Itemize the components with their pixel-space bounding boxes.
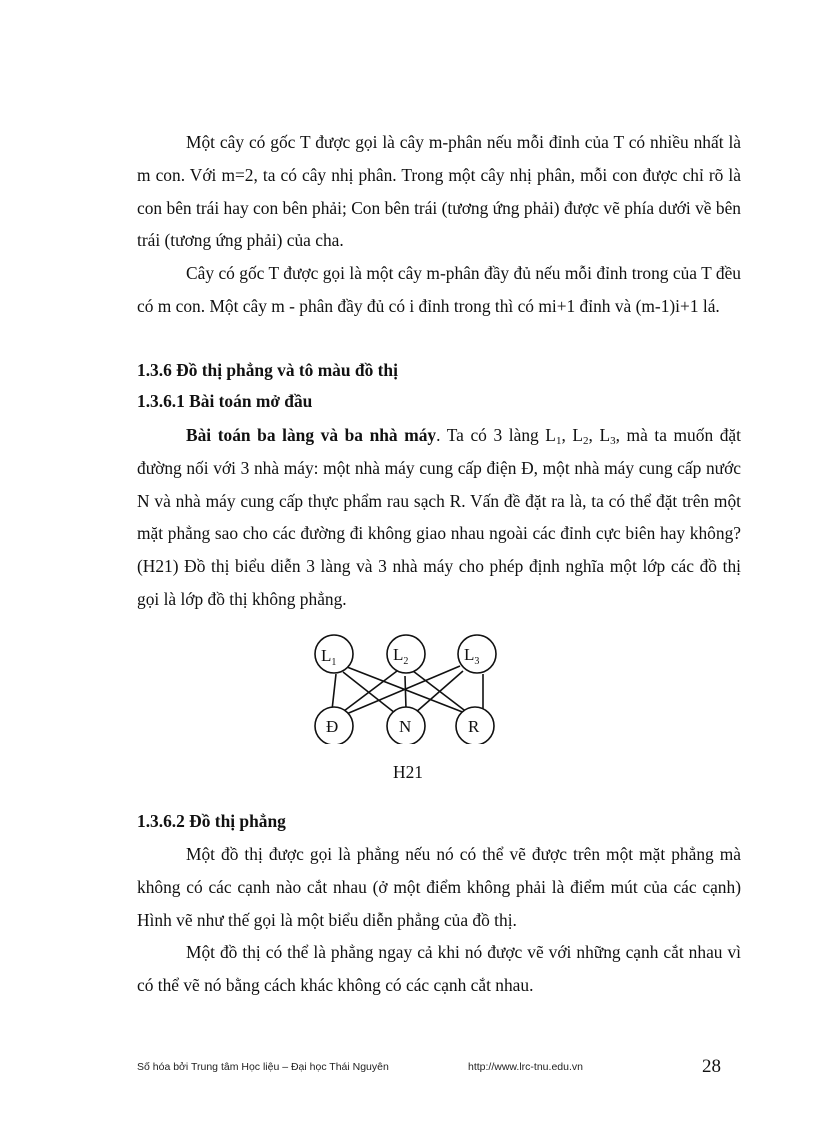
- footer-url: http://www.lrc-tnu.edu.vn: [468, 1061, 583, 1073]
- edge-l2-n: [405, 676, 406, 709]
- figure-caption: H21: [393, 762, 423, 782]
- footer-source: Số hóa bởi Trung tâm Học liệu – Đại học Thái Nguyên: [137, 1061, 389, 1073]
- edge-l1-d: [332, 674, 336, 710]
- paragraph-full-m-ary-tree: Cây có gốc T được gọi là một cây m-phân đầy đủ nếu mỗi đỉnh trong của T đều có m con. Một cây m - phân đầy đủ có i đỉnh trong thì có mi+1 đỉnh và (m-1)i+1 lá.: [137, 263, 741, 316]
- paragraph-three-utilities: Bài toán ba làng và ba nhà máy. Ta có 3 làng $L_1$, $L_2$, $L_3$, mà ta muốn đặt đường nối với 3 nhà máy: một nhà máy cung cấp điện Đ, một nhà máy cung cấp nước N và nhà máy cung cấp thực phẩm rau sạch R. Vấn đề đặt ra là, ta có thể đặt trên một mặt phẳng sao cho các đường đi không giao nhau ngoài các đỉnh cực biên hay không? (H21) Đồ thị biểu diễn 3 làng và 3 nhà máy cho phép định nghĩa một lớp các đồ thị gọi là lớp đồ thị không phẳng.: [137, 425, 741, 609]
- text-block-problem: [137, 419, 741, 616]
- heading-1-3-6-2: 1.3.6.2 Đồ thị phẳng: [137, 811, 286, 831]
- text-block-top: [137, 126, 741, 323]
- node-d-label: Đ: [326, 717, 339, 736]
- problem-title: Bài toán ba làng và ba nhà máy: [186, 425, 437, 445]
- heading-1-3-6: 1.3.6 Đồ thị phẳng và tô màu đồ thị: [137, 360, 398, 380]
- paragraph-planar-redraw: Một đồ thị có thể là phẳng ngay cả khi nó được vẽ với những cạnh cắt nhau vì có thể vẽ nó bằng cách khác không có các cạnh cắt nhau.: [137, 942, 741, 996]
- page-number: 28: [702, 1056, 721, 1077]
- text-block-planar: [137, 838, 741, 1002]
- k33-graph-diagram: [313, 634, 503, 744]
- node-l3-label: $L_3$: [464, 645, 480, 667]
- node-n-label: N: [399, 717, 412, 736]
- heading-1-3-6-1: 1.3.6.1 Bài toán mở đầu: [137, 391, 313, 411]
- paragraph-m-ary-tree: Một cây có gốc T được gọi là cây m-phân nếu mỗi đỉnh của T có nhiều nhất là m con. Với m=2, ta có cây nhị phân. Trong một cây nhị phân, mỗi con được chỉ rõ là con bên trái hay con bên phải; Con bên trái (tương ứng phải) được vẽ phía dưới về bên trái (tương ứng phải) của cha.: [137, 132, 741, 251]
- node-l2-label: $L_2$: [393, 645, 409, 667]
- node-r-label: R: [468, 717, 480, 736]
- paragraph-planar-definition: Một đồ thị được gọi là phẳng nếu nó có thể vẽ được trên một mặt phẳng mà không có các cạnh nào cắt nhau (ở một điểm không phải là điểm mút của các cạnh) Hình vẽ như thế gọi là một biểu diễn phẳng của đồ thị.: [137, 844, 741, 930]
- node-l1-label: $L_1$: [321, 646, 337, 668]
